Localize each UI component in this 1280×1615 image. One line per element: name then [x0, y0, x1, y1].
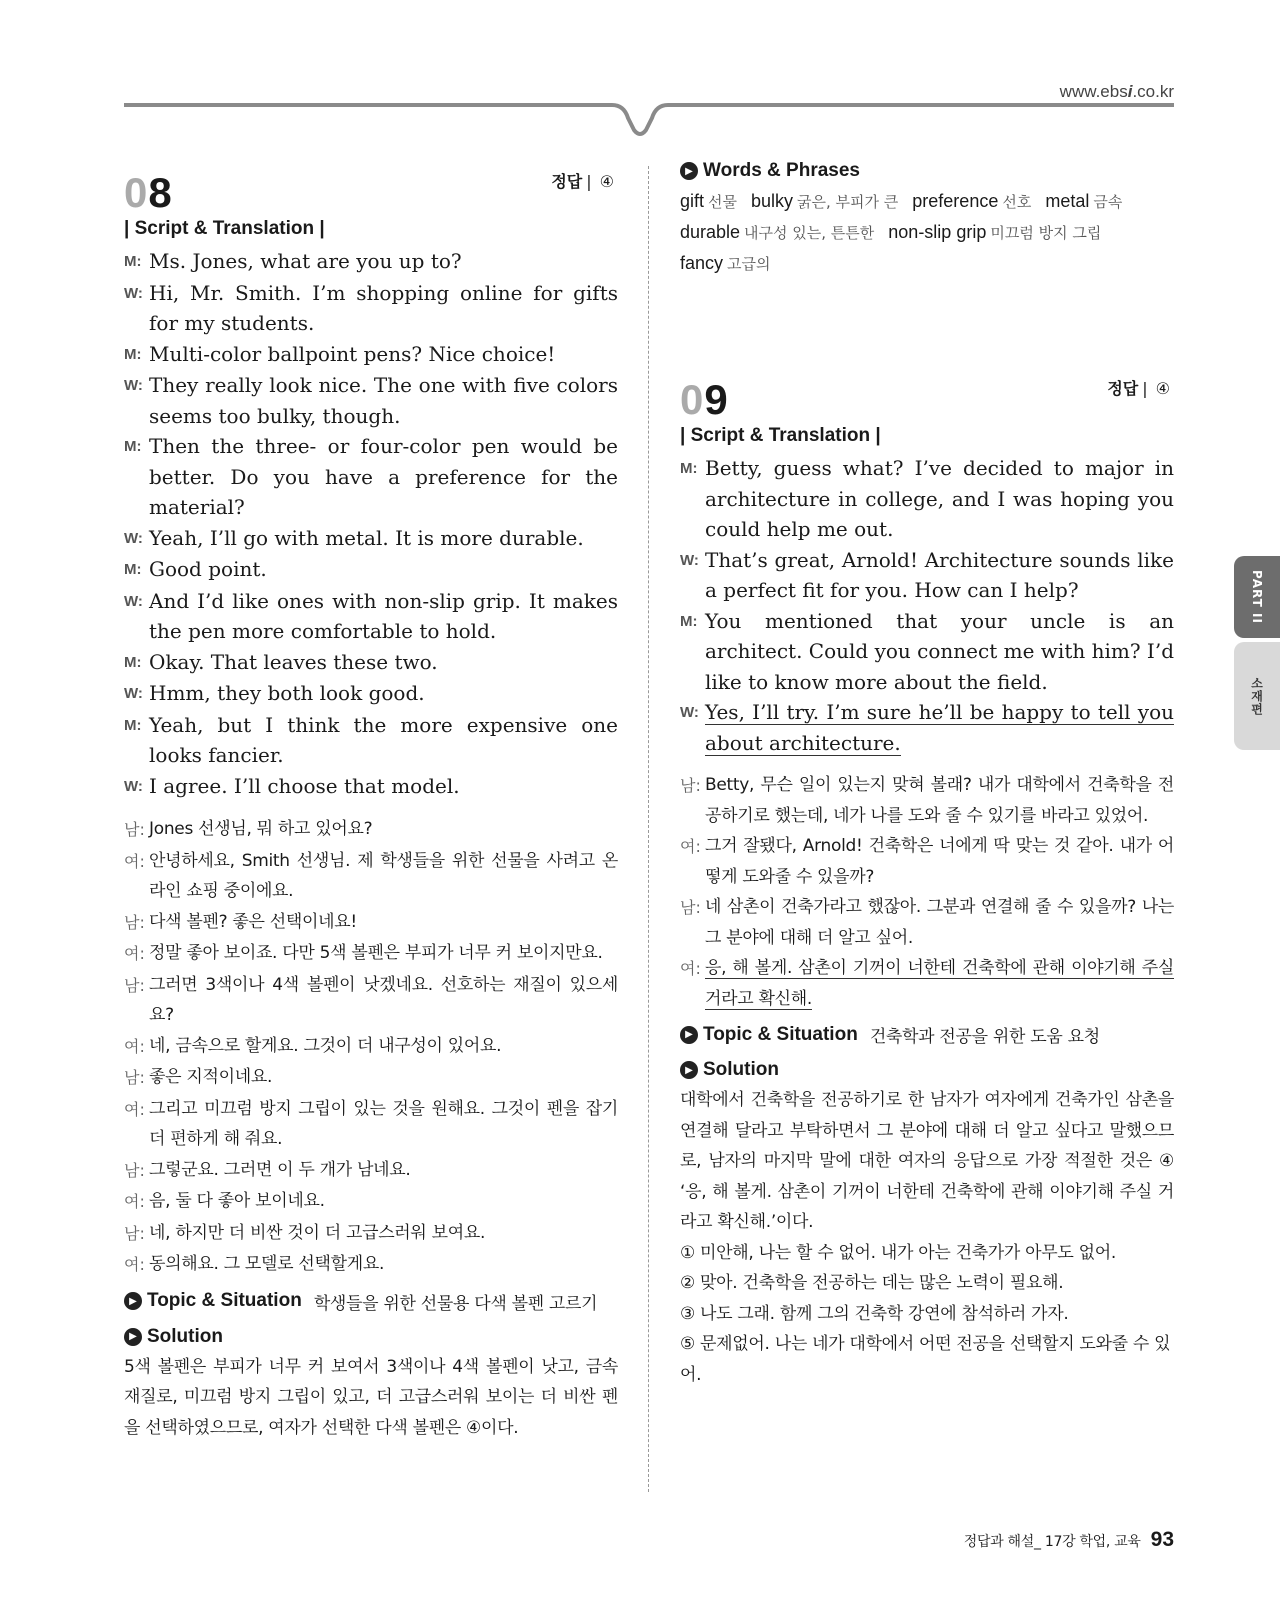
line-text: 좋은 지적이네요. [149, 1067, 273, 1087]
option-item: ⑤ 문제없어. 나는 네가 대학에서 어떤 전공을 선택할지 도와줄 수 있어. [680, 1334, 1171, 1385]
line-text: Yes, I’ll try. I’m sure he’ll be happy to tell you about architecture. [705, 700, 1174, 755]
line-text: 그거 잘됐다, Arnold! 건축학은 너에게 딱 맞는 것 같아. 내가 어떻게 도와줄 수 있을까? [705, 836, 1174, 887]
play-icon: ▶ [680, 1061, 698, 1079]
topic-value: 건축학과 전공을 위한 도움 요청 [869, 1027, 1100, 1047]
line-text: 안녕하세요, Smith 선생님. 제 학생들을 위한 선물을 사려고 온라인 쇼핑 중이에요. [149, 850, 618, 901]
dialogue-line [680, 453, 1174, 545]
line-text: They really look nice. The one with five colors seems too bulky, though. [149, 373, 618, 428]
line-text: And I’d like ones with non-slip grip. It makes the pen more comfortable to hold. [149, 588, 618, 643]
speaker-label: 여: [124, 1099, 145, 1119]
dialogue-line [124, 938, 618, 970]
speaker-label: 남: [124, 912, 145, 932]
line-text: 음, 둘 다 좋아 보이네요. [149, 1191, 325, 1211]
section-title: | Script & Translation | [680, 425, 881, 446]
line-text: That’s great, Arnold! Architecture sounds like a perfect fit for you. How can I help? [705, 547, 1174, 602]
translation-block [124, 814, 618, 1281]
dialogue-line [680, 892, 1174, 953]
word-item: gift 선물 [680, 191, 737, 211]
words-list [680, 186, 1174, 279]
speaker-label: 여: [124, 1255, 145, 1274]
dialogue-line [124, 370, 618, 431]
line-text: Ms. Jones, what are you up to? [149, 249, 462, 273]
speaker-label: 남: [124, 820, 145, 839]
topic-value: 학생들을 위한 선물용 다색 볼펜 고르기 [313, 1293, 598, 1314]
solution-heading: ▶ Solution [124, 1326, 618, 1348]
solution-text: 5색 볼펜은 부피가 너무 커 보여서 3색이나 4색 볼펜이 낫고, 금속 재질로, 미끄럼 방지 그립이 있고, 더 고급스러워 보이는 더 비싼 펜을 선택하였으므로, 여자가 선택한 다색 볼펜은 ④이다. [124, 1356, 618, 1438]
dialogue-line [124, 1186, 618, 1218]
topic-heading: ▶ Topic & Situation 학생들을 위한 선물용 다색 볼펜 고르기 [124, 1289, 618, 1314]
speaker-label: 여: [124, 851, 145, 871]
line-text: Yeah, I’ll go with metal. It is more durable. [149, 525, 584, 550]
speaker-label: M: [124, 716, 142, 734]
part-tab[interactable]: PART II [1234, 556, 1280, 638]
dialogue-line [680, 606, 1174, 698]
speaker-label: W: [124, 592, 143, 610]
speaker-label: M: [124, 653, 142, 671]
speaker-label: 여: [124, 944, 145, 963]
line-text: 네, 하지만 더 비싼 것이 더 고급스러워 보여요. [149, 1222, 486, 1243]
dialogue-line [124, 431, 618, 523]
dialogue-line [124, 710, 618, 771]
speaker-label: 남: [680, 898, 701, 917]
speaker-label: M: [124, 561, 142, 578]
dialogue-line [124, 523, 618, 555]
column-divider [648, 166, 649, 1492]
option-item: ② 맞아. 건축학을 전공하는 데는 많은 노력이 필요해. [680, 1273, 1064, 1293]
header-rule [0, 100, 1280, 140]
answer-options [680, 1238, 1174, 1391]
play-icon: ▶ [680, 162, 698, 180]
dialogue-line [124, 1062, 618, 1094]
question-09 [680, 367, 1174, 1390]
dialogue-line [680, 770, 1174, 831]
line-text: 응, 해 볼게. 삼촌이 기꺼이 너한테 건축학에 관해 이야기해 주실 거라고 확신해. [705, 958, 1174, 1009]
translation-block [680, 770, 1174, 1014]
speaker-label: 여: [124, 1036, 145, 1056]
speaker-label: M: [124, 345, 142, 363]
question-08 [124, 160, 618, 1443]
solution-text: 대학에서 건축학을 전공하기로 한 남자가 여자에게 건축가인 삼촌을 연결해 달라고 부탁하면서 그 분야에 대해 더 알고 싶다고 말했으므로, 남자의 마지막 말에 대한 여자의 응답으로 가장 적절한 것은 ④ ‘응, 해 볼게. 삼촌이 기꺼이 너한테 건축학에 관해 이야기해 주실 거라고 확신해.’이다. [680, 1090, 1174, 1232]
speaker-label: 남: [124, 975, 145, 995]
play-icon: ▶ [680, 1026, 698, 1044]
line-text: 정말 좋아 보이죠. 다만 5색 볼펜은 부피가 너무 커 보이지만요. [149, 943, 603, 963]
category-tab[interactable]: 소재편 [1234, 642, 1280, 750]
question-number: 08 [124, 169, 173, 216]
line-text: You mentioned that your uncle is an architect. Could you connect me with him? I’d like to know more about the field. [705, 608, 1174, 694]
words-heading: ▶ Words & Phrases [680, 160, 1174, 182]
speaker-label: W: [124, 777, 143, 795]
speaker-label: 여: [124, 1192, 145, 1211]
line-text: 그리고 미끄럼 방지 그립이 있는 것을 원해요. 그것이 펜을 잡기 더 편하게 해 줘요. [149, 1098, 618, 1149]
word-item: fancy 고급의 [680, 253, 771, 273]
speaker-label: 여: [680, 837, 701, 856]
speaker-label: W: [124, 685, 143, 702]
line-text: I agree. I’ll choose that model. [149, 773, 460, 798]
dialogue-line [124, 586, 618, 647]
dialogue-line [124, 846, 618, 907]
speaker-label: 여: [680, 959, 701, 978]
speaker-label: W: [124, 529, 143, 547]
solution-heading: ▶ Solution [680, 1059, 1174, 1081]
site-url[interactable]: www.ebsi.co.kr [1059, 82, 1174, 101]
question-number: 09 [680, 376, 729, 423]
line-text: Yeah, but I think the more expensive one looks fancier. [149, 712, 618, 767]
dialogue-line [124, 1031, 618, 1063]
script-block [124, 246, 618, 802]
line-text: Multi-color ballpoint pens? Nice choice! [149, 341, 556, 366]
speaker-label: 남: [124, 1068, 145, 1087]
word-item: bulky 굵은, 부피가 큰 [751, 191, 899, 211]
dialogue-line [124, 1094, 618, 1155]
speaker-label: M: [124, 253, 142, 270]
dialogue-line [124, 1155, 618, 1187]
dialogue-line [124, 1218, 618, 1250]
line-text: Betty, guess what? I’ve decided to major in architecture in college, and I was hoping you could help me out. [705, 456, 1174, 541]
dialogue-line [124, 554, 618, 586]
dialogue-line [124, 907, 618, 939]
section-title: | Script & Translation | [124, 218, 325, 239]
dialogue-line [124, 970, 618, 1031]
line-text: 네 삼촌이 건축가라고 했잖아. 그분과 연결해 줄 수 있을까? 나는 그 분야에 대해 더 알고 싶어. [705, 897, 1174, 948]
answer-label: 정답 | ④ [1107, 379, 1170, 398]
right-column [680, 160, 1174, 1390]
speaker-label: W: [124, 284, 143, 302]
speaker-label: M: [680, 612, 698, 630]
topic-heading: ▶ Topic & Situation 건축학과 전공을 위한 도움 요청 [680, 1022, 1174, 1047]
dialogue-line [124, 814, 618, 846]
line-text: Okay. That leaves these two. [149, 649, 438, 674]
word-item: metal 금속 [1045, 191, 1123, 211]
speaker-label: M: [680, 460, 698, 477]
answer-label: 정답 | ④ [551, 172, 614, 191]
option-item: ① 미안해, 나는 할 수 없어. 내가 아는 건축가가 아무도 없어. [680, 1242, 1116, 1263]
dialogue-line [680, 697, 1174, 758]
speaker-label: W: [680, 551, 699, 569]
speaker-label: W: [680, 704, 699, 721]
dialogue-line [124, 339, 618, 371]
speaker-label: M: [124, 438, 142, 455]
line-text: Hi, Mr. Smith. I’m shopping online for gifts for my students. [149, 280, 618, 335]
line-text: Betty, 무슨 일이 있는지 맞혀 볼래? 내가 대학에서 건축학을 전공하기로 했는데, 네가 나를 도와 줄 수 있기를 바라고 있었어. [705, 775, 1174, 826]
line-text: 네, 금속으로 할게요. 그것이 더 내구성이 있어요. [149, 1035, 502, 1056]
dialogue-line [124, 278, 618, 339]
word-item: non-slip grip 미끄럼 방지 그립 [888, 222, 1102, 242]
dialogue-line [680, 953, 1174, 1014]
play-icon: ▶ [124, 1292, 142, 1310]
word-item: durable 내구성 있는, 튼튼한 [680, 222, 875, 242]
dialogue-line [124, 246, 618, 278]
speaker-label: 남: [124, 1160, 145, 1180]
speaker-label: 남: [680, 776, 701, 795]
word-item: preference 선호 [912, 191, 1032, 211]
play-icon: ▶ [124, 1328, 142, 1346]
page-footer [964, 1528, 1174, 1552]
dialogue-line [124, 647, 618, 679]
line-text: Hmm, they both look good. [149, 681, 425, 705]
line-text: 그러면 3색이나 4색 볼펜이 낫겠네요. 선호하는 재질이 있으세요? [149, 974, 618, 1025]
dialogue-line [124, 678, 618, 710]
line-text: Then the three- or four-color pen would be better. Do you have a preference for the material? [149, 434, 618, 519]
dialogue-line [124, 771, 618, 803]
line-text: Good point. [149, 557, 267, 581]
line-text: 다색 볼펜? 좋은 선택이네요! [149, 911, 357, 932]
dialogue-line [680, 831, 1174, 892]
option-item: ③ 나도 그래. 함께 그의 건축학 강연에 참석하러 가자. [680, 1303, 1069, 1324]
dialogue-line [680, 545, 1174, 606]
line-text: 그렇군요. 그러면 이 두 개가 남네요. [149, 1159, 411, 1180]
page-number: 93 [1150, 1528, 1174, 1551]
line-text: 동의해요. 그 모델로 선택할게요. [149, 1254, 385, 1274]
dialogue-line [124, 1249, 618, 1281]
footer-label: 정답과 해설_ 17강 학업, 교육 [963, 1534, 1141, 1550]
speaker-label: W: [124, 377, 143, 394]
line-text: Jones 선생님, 뭐 하고 있어요? [149, 819, 373, 839]
speaker-label: 남: [124, 1223, 145, 1243]
script-block [680, 453, 1174, 758]
